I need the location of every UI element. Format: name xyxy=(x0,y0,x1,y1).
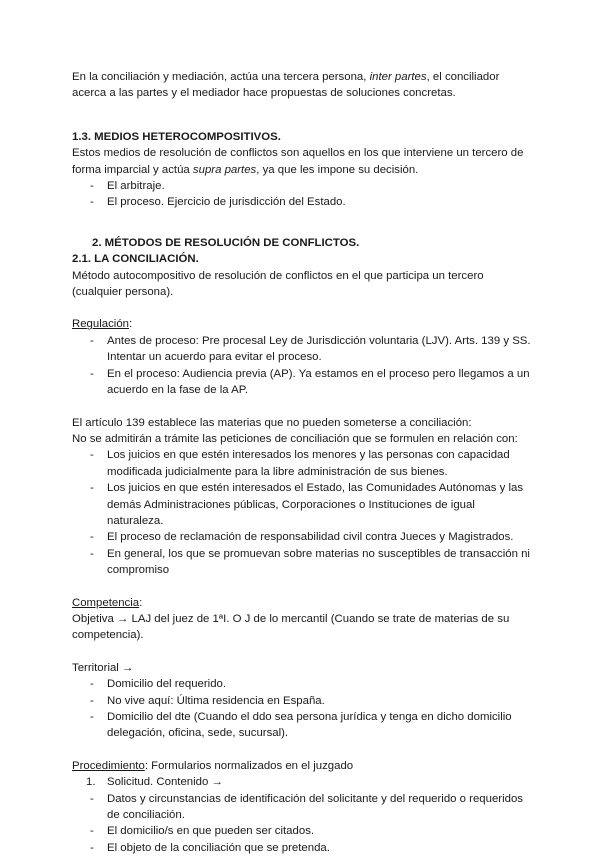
list-item-text: El proceso de reclamación de responsabilidad civil contra Jueces y Magistrados. xyxy=(107,531,514,544)
intro-emphasis: inter partes xyxy=(369,71,427,83)
bullet-marker: - xyxy=(90,482,94,495)
territorial-heading: Territorial → xyxy=(72,661,134,674)
list-item-text: El domicilio/s en que pueden ser citados. xyxy=(107,825,315,838)
bullet-marker: - xyxy=(90,678,94,691)
list-item-text: En general, los que se promuevan sobre materias no susceptibles de transacción ni compromiso xyxy=(107,547,530,577)
list-item-text: Datos y circunstancias de identificación del solicitante y del requerido o requeridos de conciliación. xyxy=(107,792,523,822)
list-item-text: Antes de proceso: Pre procesal Ley de Jurisdicción voluntaria (LJV). Arts. 139 y SS. Intentar un acuerdo para evitar el proceso. xyxy=(107,334,531,364)
section-2-heading: 2. MÉTODOS DE RESOLUCIÓN DE CONFLICTOS. xyxy=(92,236,360,249)
list-item xyxy=(72,791,534,824)
procedimiento-numbered-list xyxy=(72,774,534,790)
bullet-marker: - xyxy=(90,334,94,347)
list-item xyxy=(72,480,534,529)
conciliacion-definition: Método autocompositivo de resolución de conflictos en el que participa un tercero (cualquier persona). xyxy=(72,269,484,299)
bullet-marker: - xyxy=(90,841,94,854)
territorial-list xyxy=(72,676,534,742)
document-page xyxy=(72,69,534,856)
section-2-1-heading: 2.1. LA CONCILIACIÓN. xyxy=(72,253,199,266)
list-item xyxy=(72,447,534,480)
section-1-3-list xyxy=(72,178,534,211)
bullet-marker: - xyxy=(90,694,94,707)
number-marker: 1. xyxy=(86,776,96,789)
procedimiento-text: : Formularios normalizados en el juzgado xyxy=(144,759,354,772)
list-item xyxy=(72,529,534,545)
bullet-marker: - xyxy=(90,180,94,193)
procedimiento-heading xyxy=(72,758,534,774)
bullet-marker: - xyxy=(90,792,94,805)
list-item-text: El arbitraje. xyxy=(107,180,165,193)
list-item-text: El objeto de la conciliación que se pretenda. xyxy=(107,841,330,854)
list-item-text: En el proceso: Audiencia previa (AP). Ya estamos en el proceso pero llegamos a un acuerdo en la fase de la AP. xyxy=(107,367,530,397)
competencia-colon: : xyxy=(139,596,143,609)
bullet-marker: - xyxy=(90,196,94,209)
bullet-marker: - xyxy=(90,449,94,462)
list-item-text: No vive aquí: Última residencia en España. xyxy=(107,694,325,707)
list-item xyxy=(72,693,534,709)
list-item xyxy=(72,709,534,742)
list-item-text: Domicilio del requerido. xyxy=(107,678,227,691)
art139-intro: El artículo 139 establece las materias que no pueden someterse a conciliación: xyxy=(72,416,472,429)
procedimiento-label: Procedimiento xyxy=(72,759,145,772)
regulacion-heading xyxy=(72,316,534,332)
list-item-text: Los juicios en que estén interesados los menores y las personas con capacidad modificada judicialmente para la libre administración de sus bienes. xyxy=(107,449,510,478)
s13-text: Estos medios de resolución de conflictos son aquellos en los que interviene un tercero de forma imparcial y actúa xyxy=(72,147,524,176)
regulacion-colon: : xyxy=(129,318,133,331)
list-item xyxy=(72,823,534,839)
intro-paragraph xyxy=(72,69,534,102)
s13-text-end: , ya que les impone su decisión. xyxy=(256,163,419,176)
section-1-3-paragraph xyxy=(72,145,534,178)
competencia-text: Objetiva → LAJ del juez de 1ªI. O J de lo mercantil (Cuando se trate de materias de su competencia). xyxy=(72,612,510,642)
art139-line2: No se admitirán a trámite las peticiones de conciliación que se formulen en relación con: xyxy=(72,432,518,445)
s13-emphasis: supra partes xyxy=(192,163,257,176)
regulacion-list xyxy=(72,333,534,399)
list-item xyxy=(72,366,534,399)
intro-text: En la conciliación y mediación, actúa una tercera persona, xyxy=(72,71,370,83)
list-item xyxy=(72,676,534,692)
art139-list xyxy=(72,447,534,578)
list-item-text: El proceso. Ejercicio de jurisdicción del Estado. xyxy=(107,196,346,209)
list-item xyxy=(72,333,534,366)
list-item xyxy=(72,178,534,194)
intro-text-end: , el conciliador acerca a las partes y el mediador hace propuestas de soluciones concretas. xyxy=(72,71,500,100)
bullet-marker: - xyxy=(90,825,94,838)
regulacion-label: Regulación xyxy=(72,318,129,331)
list-item-text: Los juicios en que estén interesados el Estado, las Comunidades Autónomas y las demás Administraciones públicas, Corporaciones o Instituciones de igual naturaleza. xyxy=(107,482,524,527)
list-item xyxy=(72,194,534,210)
list-item xyxy=(72,546,534,579)
bullet-marker: - xyxy=(90,711,94,723)
procedimiento-list xyxy=(72,791,534,856)
competencia-heading xyxy=(72,595,534,611)
bullet-marker: - xyxy=(90,547,94,560)
bullet-marker: - xyxy=(90,367,94,380)
numbered-item xyxy=(72,774,534,790)
competencia-label: Competencia xyxy=(72,596,140,609)
bullet-marker: - xyxy=(90,531,94,544)
list-item-text: Domicilio del dte (Cuando el ddo sea persona jurídica y tenga en dicho domicilio delegación, oficina, sede, sucursal). xyxy=(107,711,512,740)
numbered-item-text: Solicitud. Contenido → xyxy=(107,776,223,789)
section-1-3-heading: 1.3. MEDIOS HETEROCOMPOSITIVOS. xyxy=(72,130,281,143)
